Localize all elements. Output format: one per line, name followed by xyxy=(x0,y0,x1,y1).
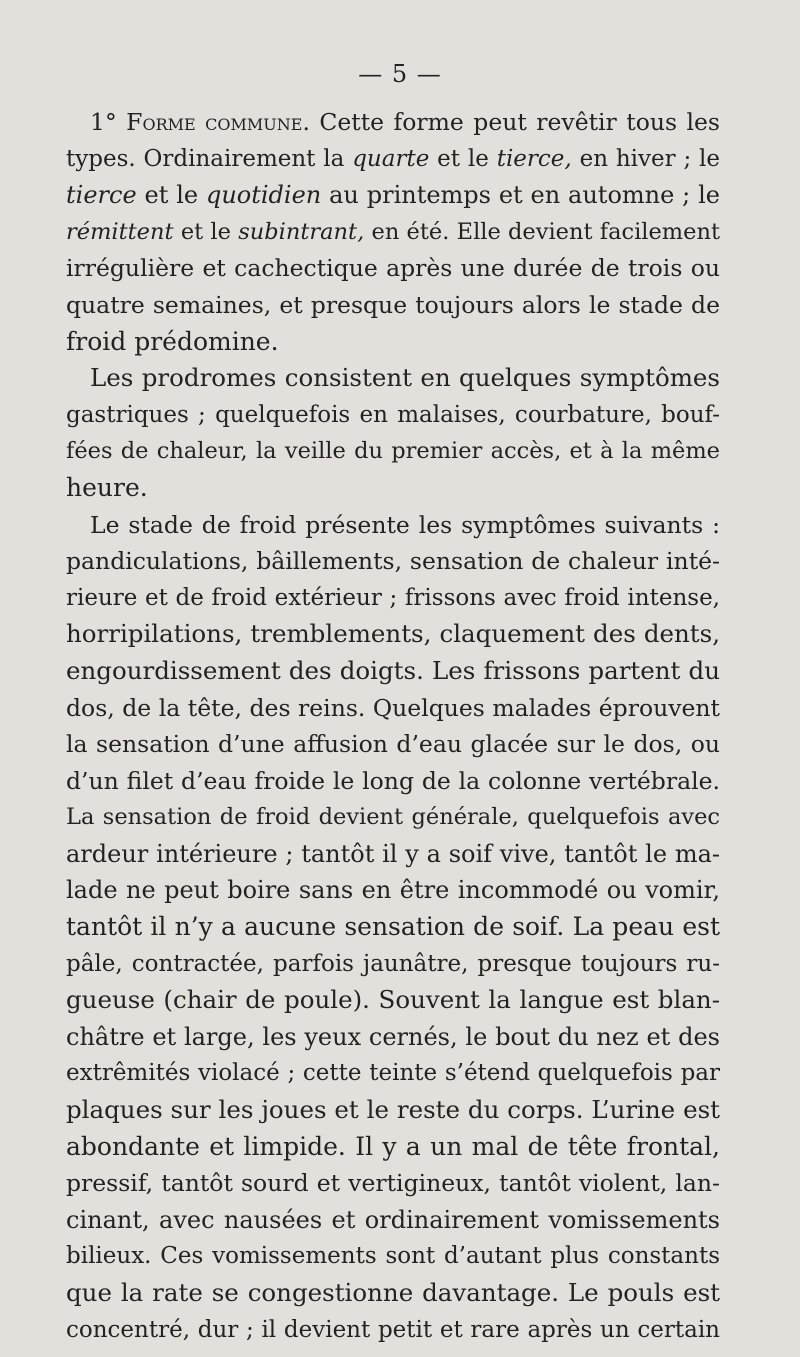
text-line: horripilations, tremblements, claquement des dents, xyxy=(66,619,720,649)
text-line: ardeur intérieure ; tantôt il y a soif vive, tantôt le ma- xyxy=(66,839,720,868)
text-line: concentré, dur ; il devient petit et rare après un certain xyxy=(66,1316,720,1343)
italic-term: subintrant, xyxy=(238,218,365,245)
text-line: rémittent et le subintrant, en été. Elle devient facilement xyxy=(66,218,720,245)
section-number: 1° xyxy=(90,108,117,136)
text-line: dos, de la tête, des reins. Quelques malades éprouvent xyxy=(66,693,720,722)
text-line: pressif, tantôt sourd et vertigineux, tantôt violent, lan- xyxy=(66,1169,720,1198)
text-line: bilieux. Ces vomissements sont d’autant plus constants xyxy=(66,1243,720,1270)
text-line: heure. xyxy=(66,472,148,502)
section-heading: Forme commune. xyxy=(126,108,310,136)
text-line: abondante et limpide. Il y a un mal de tête frontal, xyxy=(66,1131,720,1161)
text-line: pâle, contractée, parfois jaunâtre, presque toujours ru- xyxy=(66,950,720,977)
text-line: quatre semaines, et presque toujours alors le stade de xyxy=(66,290,720,319)
text-line: cinant, avec nausées et ordinairement vomissements xyxy=(66,1205,720,1234)
text-line: gueuse (chair de poule). Souvent la langue est blan- xyxy=(66,985,720,1015)
text-line: plaques sur les joues et le reste du corps. L’urine est xyxy=(66,1095,720,1125)
text-line: fées de chaleur, la veille du premier accès, et à la même xyxy=(66,438,720,465)
text-line: irrégulière et cachectique après une durée de trois ou xyxy=(66,254,720,283)
text-line: pandiculations, bâillements, sensation de chaleur inté- xyxy=(66,547,720,576)
text-line: la sensation d’une affusion d’eau glacée sur le dos, ou xyxy=(66,730,720,759)
text-line: rieure et de froid extérieur ; frissons avec froid intense, xyxy=(66,584,720,611)
text-line: tantôt il n’y a aucune sensation de soif. La peau est xyxy=(66,912,720,942)
text-line: froid prédomine. xyxy=(66,326,279,356)
text-line: gastriques ; quelquefois en malaises, courbature, bouf- xyxy=(66,401,720,428)
text-line: 1° Forme commune. Cette forme peut revêtir tous les xyxy=(90,108,720,136)
italic-term: tierce xyxy=(66,181,137,210)
text-line: Les prodromes consistent en quelques symptômes xyxy=(90,363,720,393)
text-line: lade ne peut boire sans en être incommodé ou vomir, xyxy=(66,876,720,905)
italic-term: quotidien xyxy=(205,181,322,210)
text-line: tierce et le quotidien au printemps et en automne ; le xyxy=(66,181,720,210)
text-line: que la rate se congestionne davantage. Le pouls est xyxy=(66,1278,720,1307)
text-line: châtre et large, les yeux cernés, le bout du nez et des xyxy=(66,1022,720,1051)
text-line: La sensation de froid devient générale, quelquefois avec xyxy=(66,804,720,831)
italic-term: quarte xyxy=(352,145,430,172)
text-line: Le stade de froid présente les symptômes suivants : xyxy=(90,510,720,539)
text-line: engourdissement des doigts. Les frissons partent du xyxy=(66,655,720,685)
text-line: types. Ordinairement la quarte et le tierce, en hiver ; le xyxy=(66,145,721,172)
italic-term: tierce, xyxy=(496,145,572,172)
page-number: — 5 — xyxy=(358,60,442,88)
text-line: d’un filet d’eau froide le long de la colonne vertébrale. xyxy=(66,766,720,795)
body-text xyxy=(66,104,720,1348)
text-line: extrêmités violacé ; cette teinte s’étend quelquefois par xyxy=(66,1060,720,1087)
italic-term: rémittent xyxy=(66,218,174,245)
